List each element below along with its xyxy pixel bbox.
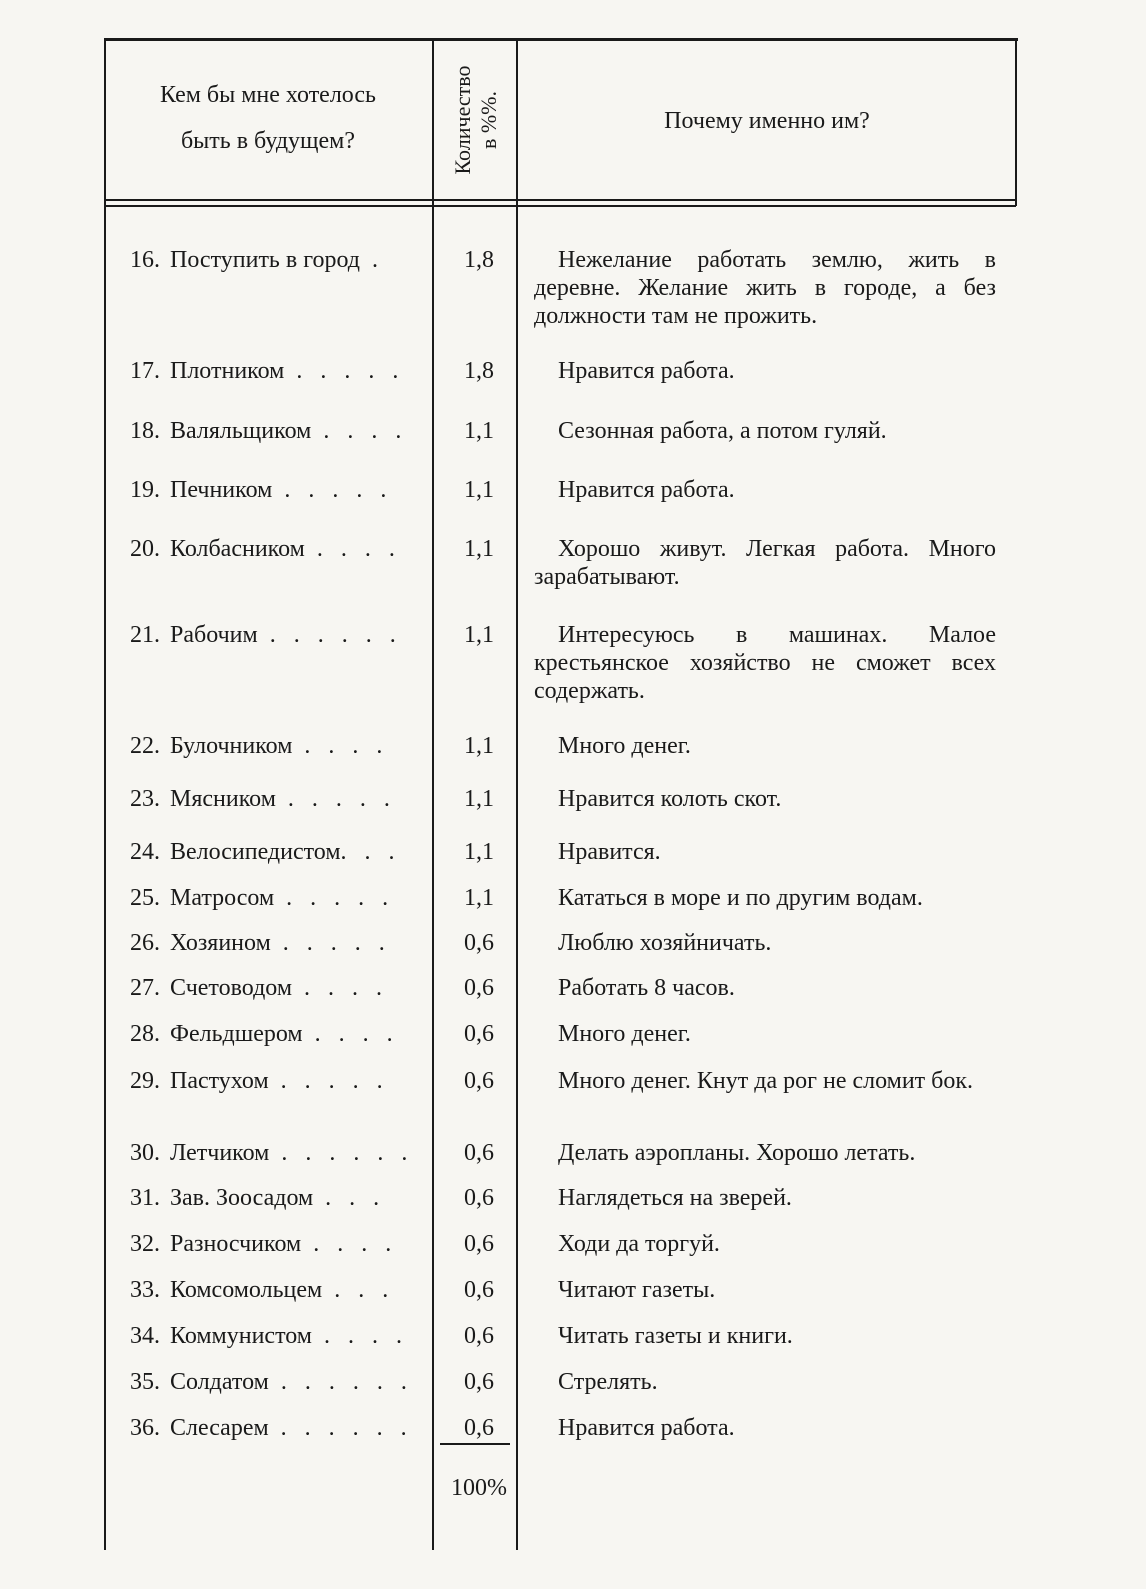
row-profession xyxy=(170,246,432,274)
header-col1-line1: Кем бы мне хотелось xyxy=(159,82,377,108)
row-reason-text: Сезонная работа, а потом гуляй. xyxy=(558,418,887,444)
row-reason xyxy=(534,884,996,912)
row-profession-label: Счетоводом xyxy=(170,975,293,1001)
row-number: 22. xyxy=(130,733,160,759)
header-col2-line2: в %%. xyxy=(476,90,501,150)
row-reason-text: Нравится. xyxy=(558,839,661,865)
row-profession xyxy=(170,1067,432,1095)
row-percent: 1,1 xyxy=(464,622,494,648)
row-number: 28. xyxy=(130,1021,160,1047)
row-percent: 0,6 xyxy=(464,1068,494,1094)
row-leader-dots: . . . . xyxy=(304,536,401,562)
row-profession xyxy=(170,974,432,1002)
row-number: 21. xyxy=(130,622,160,648)
row-profession-label: Плотником xyxy=(170,358,285,384)
header-rule-1 xyxy=(104,199,1016,201)
row-leader-dots: . . . . . . xyxy=(268,1415,413,1441)
row-percent: 1,1 xyxy=(464,733,494,759)
row-number: 31. xyxy=(130,1185,160,1211)
row-profession xyxy=(170,1368,432,1396)
row-percent: 1,1 xyxy=(464,839,494,865)
row-leader-dots: . . . . xyxy=(311,1323,408,1349)
row-profession-label: Матросом xyxy=(170,885,275,911)
row-number: 16. xyxy=(130,247,160,273)
right-border xyxy=(1015,38,1017,206)
row-profession xyxy=(170,884,432,912)
row-leader-dots: . . . xyxy=(340,839,401,865)
row-number: 32. xyxy=(130,1231,160,1257)
row-leader-dots: . . . . xyxy=(292,733,389,759)
row-leader-dots: . . . . . xyxy=(272,477,393,503)
row-reason xyxy=(534,246,996,330)
row-reason-text: Нежелание работать землю, жить в деревне. Желание жить в городе, а без должности там не прожить. xyxy=(534,247,996,329)
row-percent: 0,6 xyxy=(464,1323,494,1349)
header-col2-rotated xyxy=(450,44,502,196)
row-percent: 1,1 xyxy=(464,418,494,444)
row-number: 19. xyxy=(130,477,160,503)
row-percent: 0,6 xyxy=(464,1185,494,1211)
row-number: 26. xyxy=(130,930,160,956)
row-reason-text: Стрелять. xyxy=(558,1369,658,1395)
header-rule-2 xyxy=(104,205,1016,207)
row-profession-label: Колбасником xyxy=(170,536,305,562)
row-leader-dots: . . . . xyxy=(301,1231,398,1257)
row-percent: 1,8 xyxy=(464,358,494,384)
row-reason-text: Много денег. Кнут да рог не сломит бок. xyxy=(558,1068,974,1094)
row-profession xyxy=(170,1020,432,1048)
row-profession xyxy=(170,1184,432,1212)
row-leader-dots: . . . . xyxy=(292,975,389,1001)
row-percent: 1,1 xyxy=(464,786,494,812)
row-reason xyxy=(534,1414,996,1442)
row-leader-dots: . . . . . . xyxy=(269,1140,414,1166)
row-number: 24. xyxy=(130,839,160,865)
row-profession xyxy=(170,1414,432,1442)
row-profession-label: Фельдшером xyxy=(170,1021,303,1047)
row-percent: 1,8 xyxy=(464,247,494,273)
col-divider-1 xyxy=(432,38,434,1550)
row-reason xyxy=(534,535,996,591)
row-profession-label: Зав. Зоосадом xyxy=(170,1185,314,1211)
row-profession-label: Поступить в город xyxy=(170,247,360,273)
row-profession-label: Коммунистом xyxy=(170,1323,312,1349)
row-leader-dots: . . . . . xyxy=(268,1068,389,1094)
row-reason xyxy=(534,1322,996,1350)
row-reason xyxy=(534,417,996,445)
row-reason xyxy=(534,357,996,385)
row-profession xyxy=(170,1276,432,1304)
row-reason-text: Нравится работа. xyxy=(558,1415,735,1441)
row-reason xyxy=(534,785,996,813)
row-reason-text: Читать газеты и книги. xyxy=(558,1323,793,1349)
row-reason xyxy=(534,1067,996,1095)
row-leader-dots: . xyxy=(359,247,384,273)
row-number: 30. xyxy=(130,1140,160,1166)
row-reason-text: Кататься в море и по другим водам. xyxy=(558,885,923,911)
row-percent: 0,6 xyxy=(464,1140,494,1166)
row-percent: 0,6 xyxy=(464,1021,494,1047)
row-profession xyxy=(170,535,432,563)
header-col1-line2: быть в будущем? xyxy=(180,128,356,154)
row-number: 33. xyxy=(130,1277,160,1303)
row-leader-dots: . . . . . . xyxy=(257,622,402,648)
row-number: 18. xyxy=(130,418,160,444)
row-leader-dots: . . . . . xyxy=(274,885,395,911)
row-leader-dots: . . . . . xyxy=(284,358,405,384)
row-reason xyxy=(534,929,996,957)
header-col2 xyxy=(436,44,516,196)
row-reason xyxy=(534,838,996,866)
row-number: 35. xyxy=(130,1369,160,1395)
row-number: 36. xyxy=(130,1415,160,1441)
row-reason xyxy=(534,1230,996,1258)
row-percent: 1,1 xyxy=(464,536,494,562)
row-profession-label: Разносчиком xyxy=(170,1231,302,1257)
row-profession xyxy=(170,732,432,760)
row-reason xyxy=(534,974,996,1002)
row-profession xyxy=(170,357,432,385)
row-reason-text: Работать 8 часов. xyxy=(558,975,735,1001)
row-number: 27. xyxy=(130,975,160,1001)
row-number: 29. xyxy=(130,1068,160,1094)
row-profession xyxy=(170,838,432,866)
row-profession-label: Пастухом xyxy=(170,1068,269,1094)
row-percent: 0,6 xyxy=(464,975,494,1001)
top-border xyxy=(104,38,1018,41)
row-profession-label: Комсомольцем xyxy=(170,1277,323,1303)
row-profession xyxy=(170,1322,432,1350)
row-number: 20. xyxy=(130,536,160,562)
row-leader-dots: . . . . xyxy=(311,418,408,444)
row-leader-dots: . . . xyxy=(313,1185,386,1211)
row-leader-dots: . . . . xyxy=(302,1021,399,1047)
row-number: 34. xyxy=(130,1323,160,1349)
row-reason-text: Нравится работа. xyxy=(558,477,735,503)
row-reason-text: Хорошо живут. Легкая работа. Много зарабатывают. xyxy=(534,536,996,590)
row-percent: 0,6 xyxy=(464,930,494,956)
row-reason xyxy=(534,1184,996,1212)
row-profession-label: Валяльщиком xyxy=(170,418,312,444)
row-reason xyxy=(534,1020,996,1048)
row-profession-label: Слесарем xyxy=(170,1415,269,1441)
row-profession-label: Летчиком xyxy=(170,1140,270,1166)
row-reason-text: Много денег. xyxy=(558,733,691,759)
header-col3: Почему именно им? xyxy=(664,108,870,134)
row-profession-label: Велосипедистом xyxy=(170,839,341,865)
row-reason-text: Нравится колоть скот. xyxy=(558,786,782,812)
row-leader-dots: . . . . . xyxy=(270,930,391,956)
row-profession xyxy=(170,621,432,649)
row-percent: 0,6 xyxy=(464,1277,494,1303)
row-reason-text: Интересуюсь в машинах. Малое крестьянское хозяйство не сможет всех содержать. xyxy=(534,622,996,704)
row-percent: 0,6 xyxy=(464,1231,494,1257)
row-number: 25. xyxy=(130,885,160,911)
row-reason xyxy=(534,1276,996,1304)
row-leader-dots: . . . xyxy=(322,1277,395,1303)
row-reason-text: Читают газеты. xyxy=(558,1277,716,1303)
row-leader-dots: . . . . . . xyxy=(268,1369,413,1395)
row-profession-label: Мясником xyxy=(170,786,276,812)
row-percent: 0,6 xyxy=(464,1369,494,1395)
row-reason-text: Ходи да торгуй. xyxy=(558,1231,720,1257)
header-col1 xyxy=(108,72,428,164)
row-percent: 0,6 xyxy=(464,1415,494,1441)
row-profession xyxy=(170,1230,432,1258)
row-reason xyxy=(534,621,996,705)
row-reason xyxy=(534,1139,996,1167)
sum-rule xyxy=(440,1443,510,1445)
row-leader-dots: . . . . . xyxy=(275,786,396,812)
row-profession xyxy=(170,785,432,813)
row-profession xyxy=(170,417,432,445)
row-percent: 1,1 xyxy=(464,885,494,911)
row-reason xyxy=(534,732,996,760)
row-profession-label: Печником xyxy=(170,477,273,503)
total-percent: 100% xyxy=(451,1475,507,1501)
header-col2-line1: Количество xyxy=(450,65,475,175)
row-number: 17. xyxy=(130,358,160,384)
row-profession-label: Булочником xyxy=(170,733,293,759)
row-number: 23. xyxy=(130,786,160,812)
left-border xyxy=(104,38,106,1550)
row-profession-label: Хозяином xyxy=(170,930,271,956)
row-profession xyxy=(170,929,432,957)
row-reason-text: Много денег. xyxy=(558,1021,691,1047)
row-reason-text: Люблю хозяйничать. xyxy=(558,930,772,956)
row-profession-label: Солдатом xyxy=(170,1369,269,1395)
row-reason xyxy=(534,1368,996,1396)
row-profession xyxy=(170,1139,432,1167)
row-percent: 1,1 xyxy=(464,477,494,503)
row-reason xyxy=(534,476,996,504)
row-profession xyxy=(170,476,432,504)
row-profession-label: Рабочим xyxy=(170,622,258,648)
row-reason-text: Делать аэропланы. Хорошо летать. xyxy=(558,1140,916,1166)
row-reason-text: Нравится работа. xyxy=(558,358,735,384)
row-reason-text: Наглядеться на зверей. xyxy=(558,1185,792,1211)
